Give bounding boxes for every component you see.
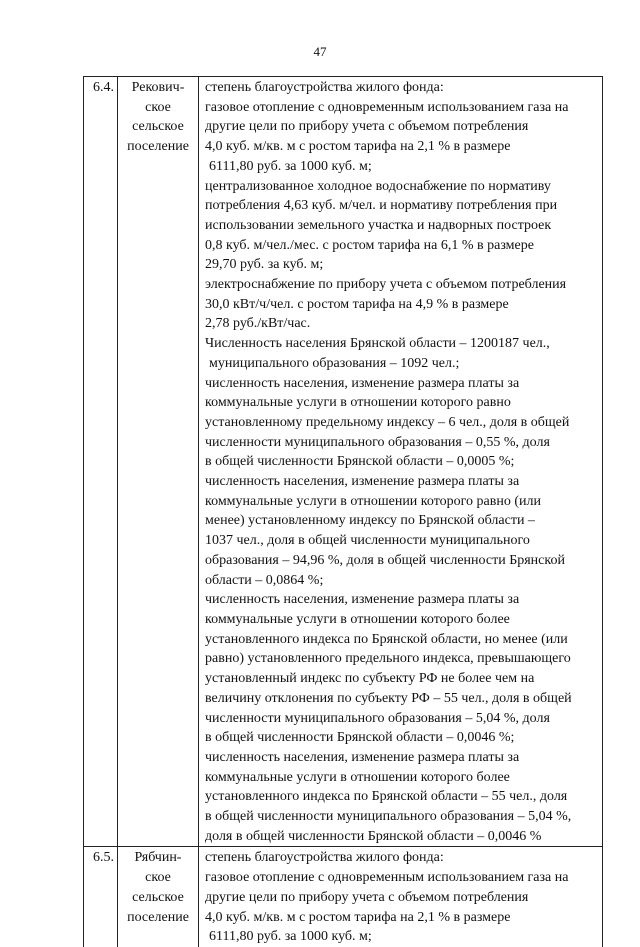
tariff-table-body bbox=[84, 77, 603, 947]
description-line: 6111,80 руб. за 1000 куб. м; bbox=[209, 158, 372, 174]
description-line: 4,0 куб. м/кв. м с ростом тарифа на 2,1 % в размере bbox=[205, 909, 511, 925]
settlement-name bbox=[118, 847, 199, 947]
table-row bbox=[84, 77, 603, 847]
description-line: 4,0 куб. м/кв. м с ростом тарифа на 2,1 % в размере bbox=[205, 139, 511, 155]
description-line: равно) установленного предельного индекса, превышающего bbox=[205, 651, 571, 667]
description-line: газовое отопление с одновременным использованием газа на bbox=[205, 99, 569, 115]
row-description bbox=[199, 847, 603, 947]
tariff-table bbox=[83, 76, 603, 947]
description-line: установленного индекса по Брянской области – 55 чел., доля bbox=[205, 789, 568, 805]
description-line: численность населения, изменение размера платы за bbox=[205, 474, 520, 490]
description-line: численность населения, изменение размера платы за bbox=[205, 749, 520, 765]
description-line: газовое отопление с одновременным использованием газа на bbox=[205, 870, 569, 886]
description-line: установленному предельному индексу – 6 чел., доля в общей bbox=[205, 414, 570, 430]
settlement-name-line: сельское bbox=[132, 889, 184, 905]
settlement-name-line: Рябчин- bbox=[134, 850, 182, 866]
description-line: 6111,80 руб. за 1000 куб. м; bbox=[209, 929, 372, 945]
description-line: в общей численности Брянской области – 0,0046 %; bbox=[205, 730, 515, 746]
description-line: централизованное холодное водоснабжение по нормативу bbox=[205, 178, 551, 194]
description-line: коммунальные услуги в отношении которого более bbox=[205, 769, 510, 785]
settlement-name-line: ское bbox=[145, 99, 171, 115]
description-line: потребления 4,63 куб. м/чел. и нормативу потребления при bbox=[205, 198, 558, 214]
description-line: образования – 94,96 %, доля в общей численности Брянской bbox=[205, 552, 565, 568]
description-line: другие цели по прибору учета с объемом потребления bbox=[205, 119, 529, 135]
description-line: области – 0,0864 %; bbox=[205, 572, 324, 588]
description-line: численность населения, изменение размера платы за bbox=[205, 592, 520, 608]
description-line: степень благоустройства жилого фонда: bbox=[205, 850, 444, 866]
description-line: численности муниципального образования – 0,55 %, доля bbox=[205, 434, 550, 450]
description-line: другие цели по прибору учета с объемом потребления bbox=[205, 889, 529, 905]
row-number: 6.5. bbox=[84, 847, 118, 947]
description-line: доля в общей численности Брянской области – 0,0046 % bbox=[205, 828, 542, 844]
row-number: 6.4. bbox=[84, 77, 118, 847]
description-line: 2,78 руб./кВт/час. bbox=[205, 316, 311, 332]
description-line: 1037 чел., доля в общей численности муниципального bbox=[205, 533, 530, 549]
settlement-name-line: сельское bbox=[132, 119, 184, 135]
description-line: в общей численности муниципального образования – 5,04 %, bbox=[205, 809, 572, 825]
description-line: численность населения, изменение размера платы за bbox=[205, 375, 520, 391]
settlement-name-line: Рекович- bbox=[131, 80, 185, 95]
description-line: 29,70 руб. за куб. м; bbox=[205, 257, 324, 273]
description-line: коммунальные услуги в отношении которого более bbox=[205, 611, 510, 627]
description-line: коммунальные услуги в отношении которого равно bbox=[205, 395, 511, 411]
description-line: численности муниципального образования – 5,04 %, доля bbox=[205, 710, 550, 726]
settlement-name bbox=[118, 77, 199, 847]
settlement-name-line: поселение bbox=[127, 139, 189, 155]
description-line: установленный индекс по субъекту РФ не более чем на bbox=[205, 671, 535, 687]
description-line: электроснабжение по прибору учета с объемом потребления bbox=[205, 277, 567, 293]
settlement-name-line: поселение bbox=[127, 909, 189, 925]
description-line: величину отклонения по субъекту РФ – 55 чел., доля в общей bbox=[205, 690, 572, 706]
description-line: в общей численности Брянской области – 0,0005 %; bbox=[205, 454, 515, 470]
description-line: 0,8 куб. м/чел./мес. с ростом тарифа на 6,1 % в размере bbox=[205, 237, 534, 253]
description-line: Численность населения Брянской области – 1200187 чел., bbox=[205, 336, 550, 352]
description-line: 30,0 кВт/ч/чел. с ростом тарифа на 4,9 % в размере bbox=[205, 296, 509, 312]
description-line: использовании земельного участка и надворных построек bbox=[205, 217, 552, 233]
description-line: менее) установленному индексу по Брянской области – bbox=[205, 513, 535, 529]
table-row bbox=[84, 847, 603, 947]
description-line: муниципального образования – 1092 чел.; bbox=[209, 355, 460, 371]
description-line: степень благоустройства жилого фонда: bbox=[205, 80, 444, 95]
page-number: 47 bbox=[313, 44, 327, 59]
description-line: установленного индекса по Брянской области, но менее (или bbox=[205, 631, 568, 647]
row-description bbox=[199, 77, 603, 847]
description-line: коммунальные услуги в отношении которого равно (или bbox=[205, 493, 541, 509]
settlement-name-line: ское bbox=[145, 870, 171, 886]
